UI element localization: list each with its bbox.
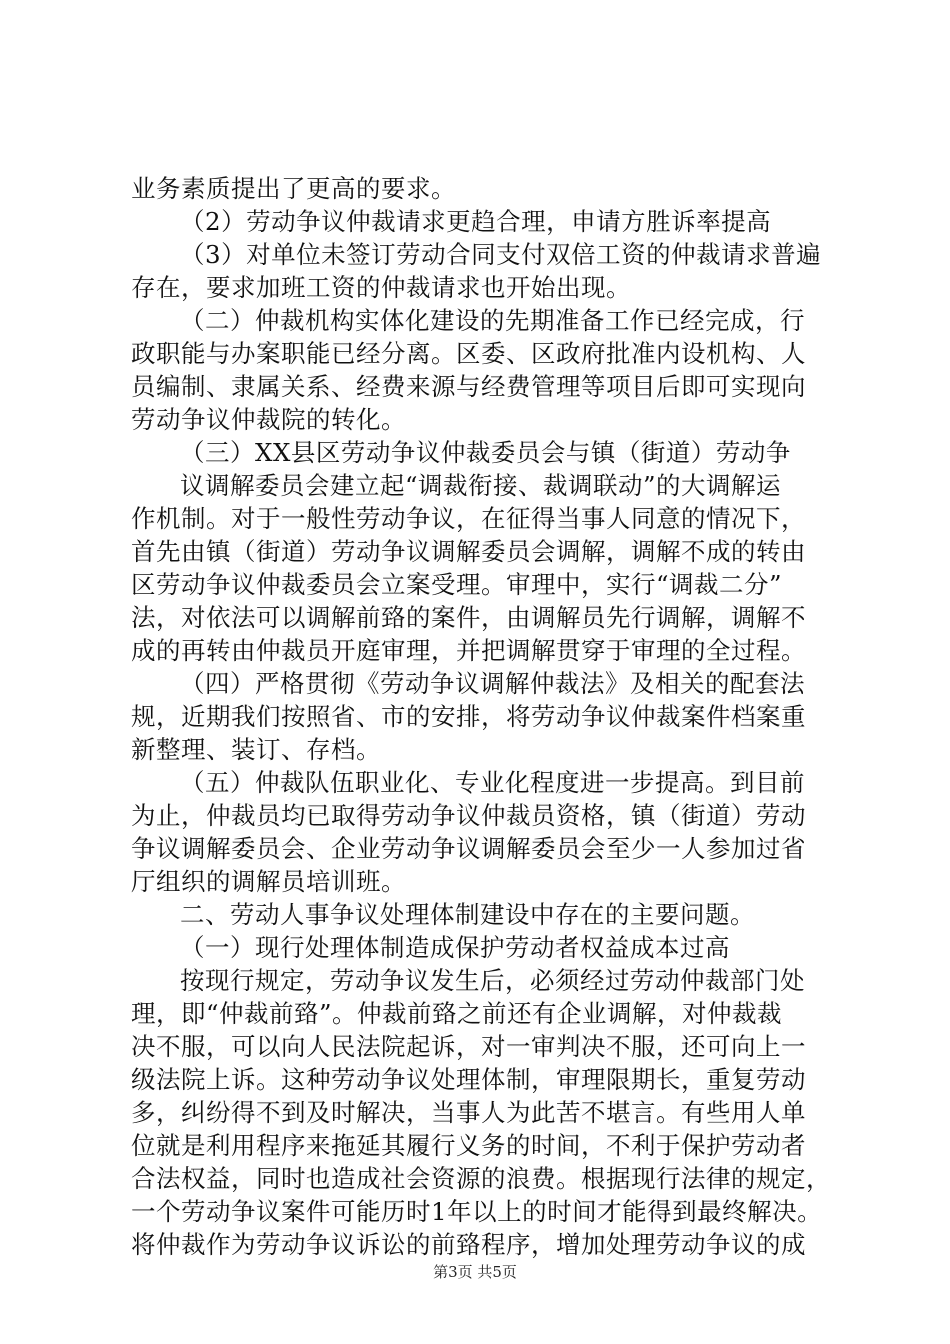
paragraph-line: 级法院上诉。这种劳动争议处理体制，审理限期长，重复劳动 bbox=[131, 1065, 806, 1094]
paragraph-line: 存在，要求加班工资的仲裁请求也开始出现。 bbox=[131, 273, 631, 302]
paragraph-line: 决不服，可以向人民法院起诉，对一审判决不服，还可向上一 bbox=[131, 1032, 806, 1061]
paragraph-line: （3）对单位未签订劳动合同支付双倍工资的仲裁请求普遍 bbox=[180, 240, 822, 269]
paragraph-line: 首先由镇（街道）劳动争议调解委员会调解，调解不成的转由 bbox=[131, 537, 806, 566]
paragraph-line: 将仲裁作为劳动争议诉讼的前臵程序，增加处理劳动争议的成 bbox=[131, 1230, 806, 1259]
paragraph-line: 业务素质提出了更高的要求。 bbox=[131, 174, 456, 203]
paragraph-line: （五）仲裁队伍职业化、专业化程度进一步提高。到目前 bbox=[180, 768, 805, 797]
paragraph-line: 作机制。对于一般性劳动争议，在征得当事人同意的情况下， bbox=[131, 504, 806, 533]
paragraph-line: 二、劳动人事争议处理体制建设中存在的主要问题。 bbox=[180, 900, 755, 929]
paragraph-line: （四）严格贯彻《劳动争议调解仲裁法》及相关的配套法 bbox=[180, 669, 805, 698]
paragraph-line: 议调解委员会建立起“调裁衔接、裁调联动”的大调解运 bbox=[180, 471, 782, 500]
paragraph-line: 政职能与办案职能已经分离。区委、区政府批准内设机构、人 bbox=[131, 339, 806, 368]
paragraph-line: 一个劳动争议案件可能历时1年以上的时间才能得到最终解决。 bbox=[131, 1197, 823, 1226]
paragraph-line: 成的再转由仲裁员开庭审理，并把调解贯穿于审理的全过程。 bbox=[131, 636, 806, 665]
paragraph-line: 按现行规定，劳动争议发生后，必须经过劳动仲裁部门处 bbox=[180, 966, 805, 995]
paragraph-line: （2）劳动争议仲裁请求更趋合理，申请方胜诉率提高 bbox=[180, 207, 772, 236]
paragraph-line: 争议调解委员会、企业劳动争议调解委员会至少一人参加过省 bbox=[131, 834, 806, 863]
paragraph-line: 合法权益，同时也造成社会资源的浪费。根据现行法律的规定， bbox=[131, 1164, 831, 1193]
paragraph-line: 为止，仲裁员均已取得劳动争议仲裁员资格，镇（街道）劳动 bbox=[131, 801, 806, 830]
paragraph-line: （一）现行处理体制造成保护劳动者权益成本过高 bbox=[180, 933, 730, 962]
paragraph-line: 理，即“仲裁前臵”。仲裁前臵之前还有企业调解，对仲裁裁 bbox=[131, 999, 783, 1028]
page-footer: 第3页 共5页 bbox=[433, 1263, 517, 1281]
paragraph-line: 新整理、装订、存档。 bbox=[131, 735, 381, 764]
paragraph-line: 劳动争议仲裁院的转化。 bbox=[131, 405, 406, 434]
paragraph-line: 位就是利用程序来拖延其履行义务的时间，不利于保护劳动者 bbox=[131, 1131, 806, 1160]
paragraph-line: （三）XX县区劳动争议仲裁委员会与镇（街道）劳动争 bbox=[180, 438, 791, 467]
paragraph-line: 员编制、隶属关系、经费来源与经费管理等项目后即可实现向 bbox=[131, 372, 806, 401]
paragraph-line: 法，对依法可以调解前臵的案件，由调解员先行调解，调解不 bbox=[131, 603, 806, 632]
paragraph-line: 区劳动争议仲裁委员会立案受理。审理中，实行“调裁二分” bbox=[131, 570, 783, 599]
paragraph-line: （二）仲裁机构实体化建设的先期准备工作已经完成，行 bbox=[180, 306, 805, 335]
paragraph-line: 厅组织的调解员培训班。 bbox=[131, 867, 406, 896]
paragraph-line: 规，近期我们按照省、市的安排，将劳动争议仲裁案件档案重 bbox=[131, 702, 806, 731]
paragraph-line: 多，纠纷得不到及时解决，当事人为此苦不堪言。有些用人单 bbox=[131, 1098, 806, 1127]
